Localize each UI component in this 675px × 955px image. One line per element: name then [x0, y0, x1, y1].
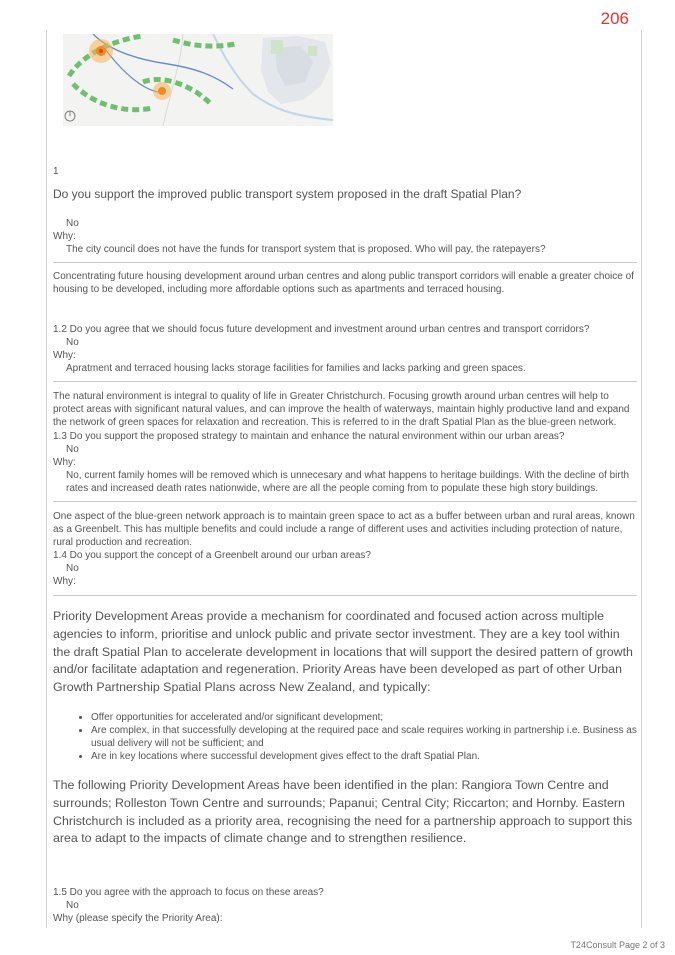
- question-1-2: 1.2 Do you agree that we should focus future development and investment around urban centres and transport corridors?: [53, 324, 590, 335]
- divider: [53, 381, 637, 382]
- question-1-1: Do you support the improved public transport system proposed in the draft Spatial Plan?: [53, 187, 522, 201]
- bullet-item: • Are in key locations where successful development gives effect to the draft Spatial Plan.: [91, 750, 637, 763]
- priority-areas-bullets: [53, 711, 637, 763]
- intro-1-2: Concentrating future housing development around urban centres and along public transport corridors will enable a greater choice of housing to be developed, including more affordable options such as apartments and terraced housing.: [53, 271, 634, 295]
- page-number: 206: [600, 9, 629, 28]
- question-number: 1: [53, 166, 59, 177]
- page-footer: T24Consult Page 2 of 3: [570, 940, 665, 950]
- why-answer-1-2: Apratment and terraced housing lacks storage facilities for families and lacks parking and green spaces.: [66, 363, 526, 374]
- answer-1-1: No: [66, 218, 79, 229]
- intro-1-4: One aspect of the blue-green network approach is to maintain green space to act as a buffer between urban and rural areas, known as a Greenbelt. This has multiple benefits and could include a range of different uses and activities including protection of nature, rural production and recreation.: [53, 511, 635, 548]
- priority-areas-paragraph: Priority Development Areas provide a mechanism for coordinated and focused action across multiple agencies to inform, prioritise and unlock public and private sector investment. They are a key tool within the draft Spatial Plan to accelerate development in locations that will support the desired pattern of growth and/or facilitate adaptation and regeneration. Priority Areas have been developed as part of other Urban Growth Partnership Spatial Plans across New Zealand, and typically:: [53, 609, 633, 695]
- bullet-item: • Offer opportunities for accelerated and/or significant development;: [91, 711, 637, 724]
- question-1-3: 1.3 Do you support the proposed strategy to maintain and enhance the natural environment within our urban areas?: [53, 431, 565, 442]
- why-label-1-2: Why:: [53, 350, 76, 361]
- divider: [53, 262, 637, 263]
- question-1-4: 1.4 Do you support the concept of a Greenbelt around our urban areas?: [53, 550, 371, 561]
- divider: [53, 595, 637, 596]
- why-label-1-4: Why:: [53, 576, 76, 587]
- answer-1-4: No: [66, 563, 79, 574]
- why-label-1-3: Why:: [53, 457, 76, 468]
- bullet-item: • Are complex, in that successfully developing at the required pace and scale requires working in partnership i.e. Business as usual delivery will not be sufficient; and: [91, 724, 637, 750]
- answer-1-2: No: [66, 337, 79, 348]
- why-label-1-1: Why:: [53, 231, 76, 242]
- page-frame-right: [641, 30, 642, 928]
- divider: [53, 501, 637, 502]
- why-answer-1-3: No, current family homes will be removed which is unnecesary and what happens to heritage buildings. With the decline of birth rates and increased death rates nationwide, where are all the people coming from to populate these high story buildings.: [66, 470, 630, 494]
- answer-1-3: No: [66, 444, 79, 455]
- why-answer-1-1: The city council does not have the funds for transport system that is proposed. Who will pay, the ratepayers?: [66, 244, 546, 255]
- page-frame-left: [46, 30, 47, 928]
- intro-1-3: The natural environment is integral to quality of life in Greater Christchurch. Focusing growth around urban centres will help to protect areas with significant natural values, and can improve the health of waterways, maintain highly productive land and expand the network of green spaces for relaxation and recreation. This is referred to in the draft Spatial Plan as the blue-green network.: [53, 391, 630, 428]
- priority-areas-list-paragraph: The following Priority Development Areas have been identified in the plan: Rangiora Town Centre and surrounds; Rolleston Town Centre and surrounds; Papanui; Central City; Riccarton; and Hornby. Eastern Christchurch is included as a priority area, recognising the need for a partnership approach to support this area to adapt to the impacts of climate change and to strengthen resilience.: [53, 778, 633, 846]
- answer-1-5: No: [66, 900, 79, 911]
- question-1-5: 1.5 Do you agree with the approach to focus on these areas?: [53, 887, 324, 898]
- why-label-1-5: Why (please specify the Priority Area):: [53, 913, 223, 924]
- spatial-plan-map-image: [63, 34, 333, 126]
